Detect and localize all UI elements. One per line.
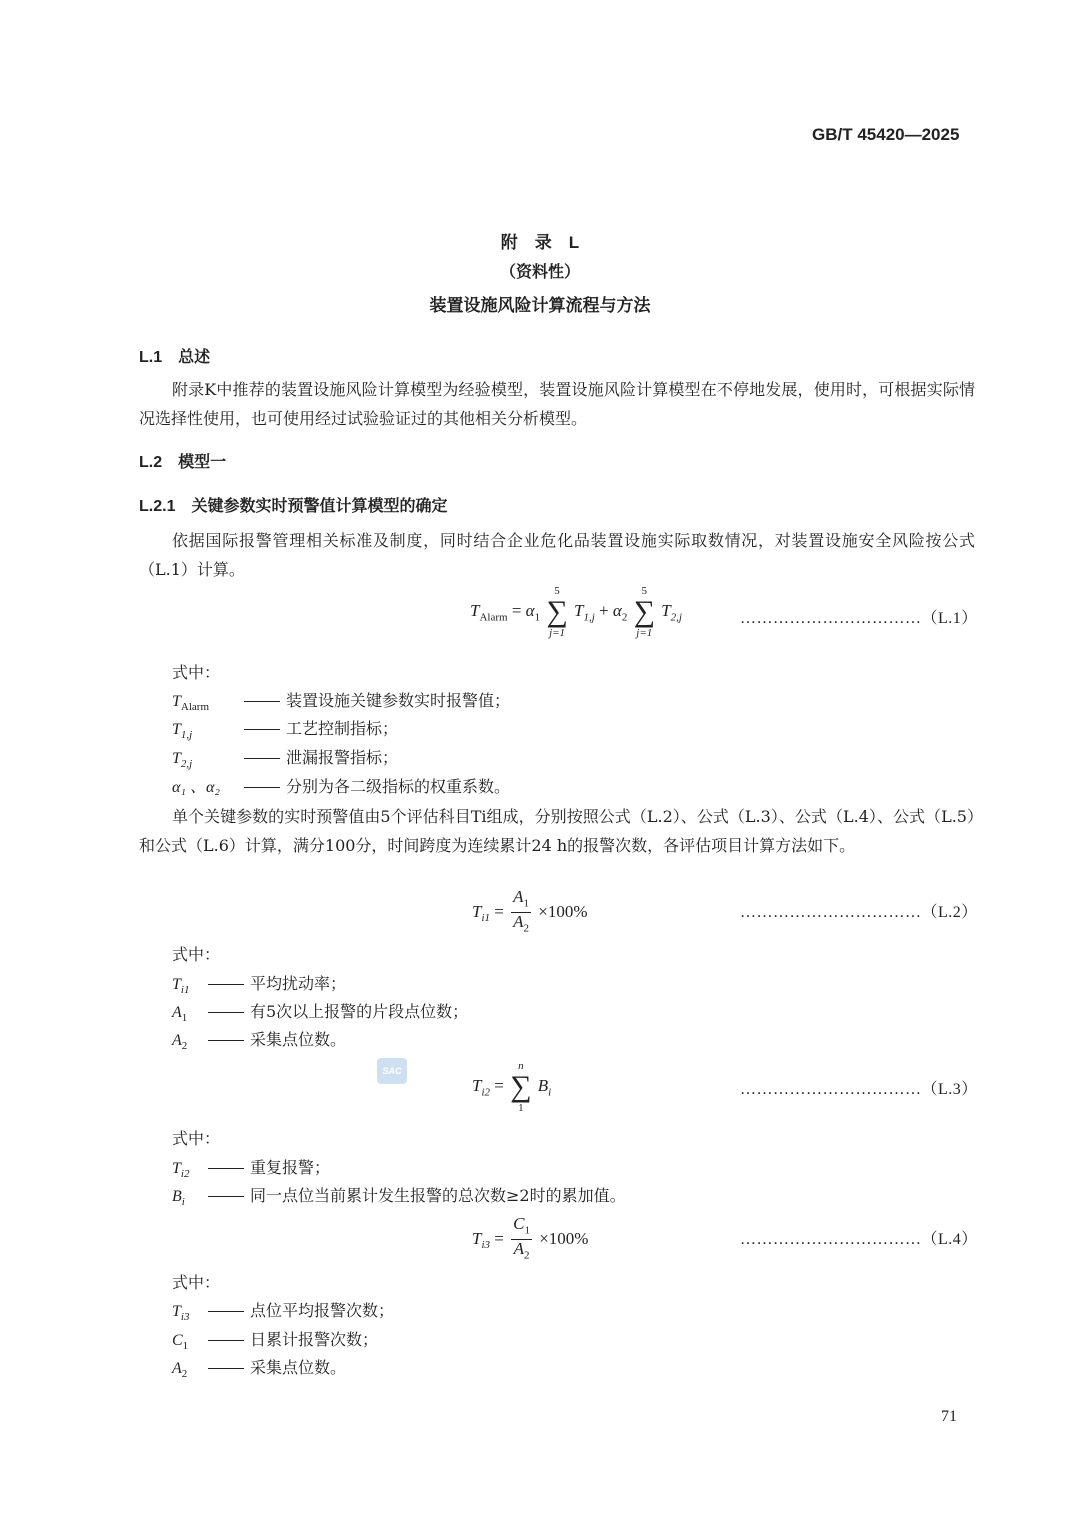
equation-number-l3: ……………………………（L.3） xyxy=(740,1081,978,1098)
equation-number-l2: ……………………………（L.2） xyxy=(740,904,978,921)
formula-symbol: T xyxy=(470,600,480,620)
formula-symbol: T xyxy=(472,1228,482,1248)
formula-l3: $T_{i2}$ = n ∑ 1 $B_i$ xyxy=(472,1060,552,1114)
definition-row: $A_1$ 有5次以上报警的片段点位数； xyxy=(172,1002,469,1025)
section-number: L.2 xyxy=(139,454,163,471)
formula-symbol: α xyxy=(525,600,535,620)
formula-subscript: 1 xyxy=(534,611,541,624)
summation-sign: 5 ∑ j=1 xyxy=(633,585,655,639)
definition-row: $T_{Alarm}$ 装置设施关键参数实时报警值； xyxy=(172,691,511,714)
definition-row: $T_{1,j}$ 工艺控制指标； xyxy=(172,719,399,742)
paragraph-l21: 依据国际报警管理相关标准及制度，同时结合企业危化品装置设施实际取数情况，对装置设施安全风险按公式（L.1）计算。 xyxy=(139,531,975,579)
section-title: 总述 xyxy=(178,349,211,366)
fraction: $\frac{C_1}{A_2}$ xyxy=(513,1214,530,1262)
definition-row: $C_1$ 日累计报警次数； xyxy=(172,1330,379,1353)
appendix-name: 装置设施风险计算流程与方法 xyxy=(429,296,651,315)
formula-factor: ×100% xyxy=(539,1228,589,1248)
standard-number: GB/T 45420—2025 xyxy=(812,125,960,144)
formula-symbol: α xyxy=(612,600,622,620)
formula-symbol: T xyxy=(574,600,584,620)
section-title: 关键参数实时预警值计算模型的确定 xyxy=(191,498,448,515)
definition-row: $T_{i3}$ 点位平均报警次数； xyxy=(172,1301,395,1324)
appendix-title: 附 录 L xyxy=(500,233,580,252)
fraction: $\frac{A_1}{A_2}$ xyxy=(513,887,530,935)
definition-row: $A_2$ 采集点位数。 xyxy=(172,1030,347,1053)
where-label: 式中： xyxy=(172,1129,221,1148)
sac-watermark-logo: SAC xyxy=(377,1058,407,1084)
formula-operator: = xyxy=(511,600,522,620)
summation-sign: n ∑ 1 xyxy=(510,1060,532,1114)
formula-l4: $T_{i3}$ = $\frac{C_1}{A_2}$ ×100% xyxy=(472,1215,588,1265)
where-label: 式中： xyxy=(172,945,221,964)
definition-row: α₁ 、α₂ 分别为各二级指标的权重系数。 xyxy=(172,777,511,796)
formula-subscript: Alarm xyxy=(479,611,508,624)
appendix-nature: （资料性） xyxy=(499,264,580,281)
formula-factor: ×100% xyxy=(538,901,588,921)
section-heading-l2 xyxy=(139,449,226,472)
formula-operator: + xyxy=(599,600,609,620)
section-number: L.1 xyxy=(139,349,163,366)
formula-subscript: i xyxy=(548,1086,552,1099)
formula-subscript: 2 xyxy=(621,611,628,624)
where-label: 式中： xyxy=(172,1273,221,1292)
paragraph-l1: 附录K中推荐的装置设施风险计算模型为经验模型，装置设施风险计算模型在不停地发展，使用时，可根据实际情况选择性使用，也可使用经过试验验证过的其他相关分析模型。 xyxy=(139,380,975,428)
where-label: 式中： xyxy=(172,663,221,682)
summation-sign: 5 ∑ j=1 xyxy=(546,585,568,639)
definition-row: $T_{i2}$ 重复报警； xyxy=(172,1158,331,1181)
section-number: L.2.1 xyxy=(139,498,176,515)
section-title: 模型一 xyxy=(178,454,227,471)
formula-l1 xyxy=(470,585,682,639)
definition-row: $A_2$ 采集点位数。 xyxy=(172,1358,347,1381)
formula-symbol: B xyxy=(537,1075,549,1095)
formula-subscript: 1,j xyxy=(583,611,595,624)
formula-subscript: i3 xyxy=(481,1239,491,1252)
equation-number-l1: ……………………………（L.1） xyxy=(740,610,978,627)
formula-symbol: T xyxy=(472,901,482,921)
section-heading-l21 xyxy=(139,493,447,516)
section-heading-l1 xyxy=(139,344,210,367)
equation-number-l4: ……………………………（L.4） xyxy=(740,1231,978,1248)
definition-row: $T_{i1}$ 平均扰动率； xyxy=(172,974,347,997)
definition-row: $B_i$ 同一点位当前累计发生报警的总次数≥2时的累加值。 xyxy=(172,1186,626,1209)
page-number: 71 xyxy=(941,1408,957,1425)
formula-subscript: i1 xyxy=(481,912,491,925)
formula-subscript: 2,j xyxy=(670,611,682,624)
formula-l2: $T_{i1}$ = $\frac{A_1}{A_2}$ ×100% xyxy=(472,888,588,938)
definition-row: $T_{2,j}$ 泄漏报警指标； xyxy=(172,748,399,771)
paragraph-scoring: 单个关键参数的实时预警值由5个评估科目Ti组成，分别按照公式（L.2）、公式（L.3）、公式（L.4）、公式（L.5）和公式（L.6）计算，满分100分，时间跨度为连续累计24 h的报警次数，各评估项目计算方法如下。 xyxy=(139,807,975,855)
formula-symbol: T xyxy=(661,600,671,620)
formula-subscript: i2 xyxy=(481,1086,491,1099)
formula-symbol: T xyxy=(472,1075,482,1095)
